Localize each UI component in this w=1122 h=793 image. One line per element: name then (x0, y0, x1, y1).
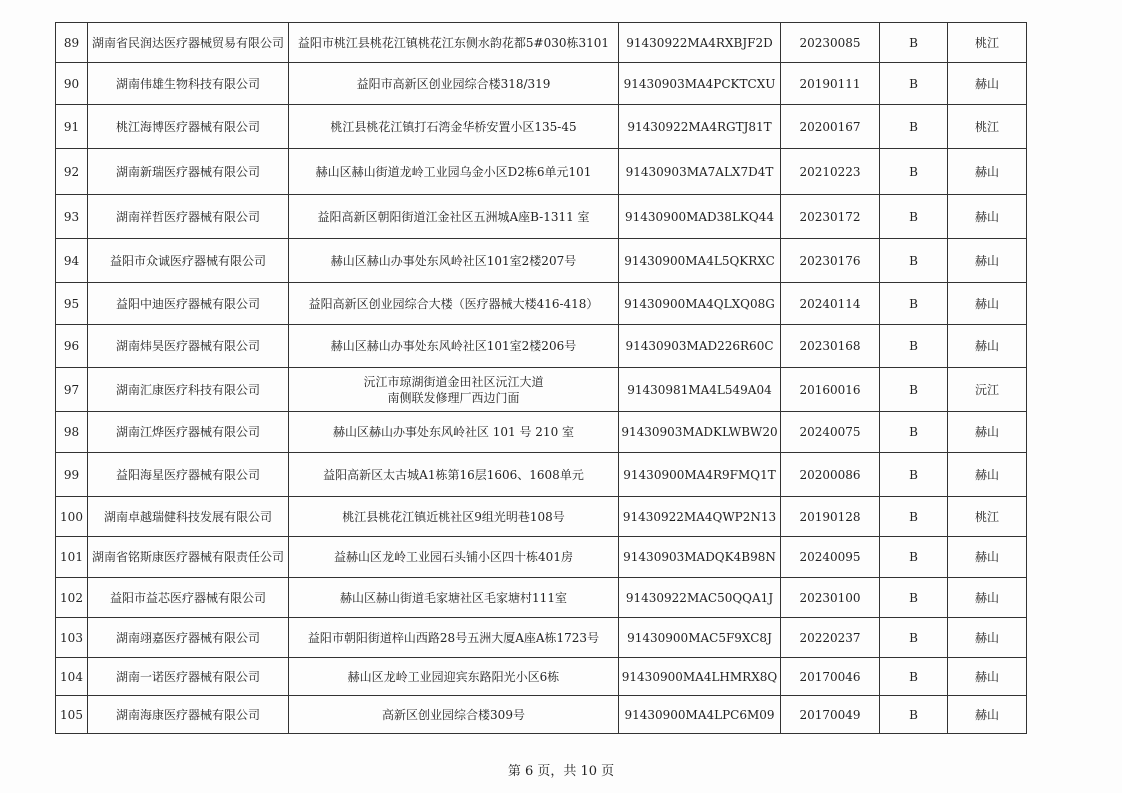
company-address-cell: 益阳市桃江县桃花江镇桃花江东侧水韵花都5#030栋3101 (289, 23, 619, 63)
license-number-cell: 20240095 (781, 537, 880, 578)
company-name-cell: 益阳海星医疗器械有限公司 (88, 453, 289, 497)
company-address-cell: 赫山区赫山办事处东风岭社区101室2楼207号 (289, 239, 619, 283)
row-number-cell: 103 (56, 618, 88, 658)
credit-code-cell: 91430903MA7ALX7D4T (619, 149, 781, 195)
company-address-cell: 益赫山区龙岭工业园石头铺小区四十栋401房 (289, 537, 619, 578)
credit-code-cell: 91430900MA4R9FMQ1T (619, 453, 781, 497)
table-row (56, 195, 1027, 239)
table-row (56, 497, 1027, 537)
company-name-cell: 益阳市益芯医疗器械有限公司 (88, 578, 289, 618)
license-number-cell: 20200167 (781, 105, 880, 149)
company-address-cell: 桃江县桃花江镇打石湾金华桥安置小区135-45 (289, 105, 619, 149)
row-number-cell: 90 (56, 63, 88, 105)
company-address-cell: 益阳市高新区创业园综合楼318/319 (289, 63, 619, 105)
table-row (56, 239, 1027, 283)
company-address-cell: 益阳市朝阳街道梓山西路28号五洲大厦A座A栋1723号 (289, 618, 619, 658)
table-row (56, 658, 1027, 696)
row-number-cell: 89 (56, 23, 88, 63)
region-cell: 赫山 (948, 195, 1027, 239)
company-address-cell: 高新区创业园综合楼309号 (289, 696, 619, 734)
region-cell: 桃江 (948, 23, 1027, 63)
grade-cell: B (880, 578, 948, 618)
grade-cell: B (880, 325, 948, 368)
license-number-cell: 20210223 (781, 149, 880, 195)
company-address-cell: 赫山区赫山办事处东风岭社区 101 号 210 室 (289, 412, 619, 453)
credit-code-cell: 91430903MA4PCKTCXU (619, 63, 781, 105)
company-name-cell: 湖南翊嘉医疗器械有限公司 (88, 618, 289, 658)
credit-code-cell: 91430903MADKLWBW20 (619, 412, 781, 453)
company-name-cell: 益阳中迪医疗器械有限公司 (88, 283, 289, 325)
credit-code-cell: 91430903MAD226R60C (619, 325, 781, 368)
company-name-cell: 桃江海博医疗器械有限公司 (88, 105, 289, 149)
region-cell: 赫山 (948, 537, 1027, 578)
region-cell: 桃江 (948, 497, 1027, 537)
credit-code-cell: 91430900MA4LHMRX8Q (619, 658, 781, 696)
grade-cell: B (880, 195, 948, 239)
table-row (56, 696, 1027, 734)
credit-code-cell: 91430900MAD38LKQ44 (619, 195, 781, 239)
table-row (56, 23, 1027, 63)
company-name-cell: 湖南一诺医疗器械有限公司 (88, 658, 289, 696)
license-number-cell: 20190111 (781, 63, 880, 105)
credit-code-cell: 91430900MA4L5QKRXC (619, 239, 781, 283)
row-number-cell: 92 (56, 149, 88, 195)
grade-cell: B (880, 696, 948, 734)
company-name-cell: 湖南伟雄生物科技有限公司 (88, 63, 289, 105)
license-number-cell: 20230168 (781, 325, 880, 368)
grade-cell: B (880, 105, 948, 149)
row-number-cell: 104 (56, 658, 88, 696)
row-number-cell: 99 (56, 453, 88, 497)
row-number-cell: 105 (56, 696, 88, 734)
company-name-cell: 湖南海康医疗器械有限公司 (88, 696, 289, 734)
region-cell: 赫山 (948, 453, 1027, 497)
grade-cell: B (880, 149, 948, 195)
row-number-cell: 95 (56, 283, 88, 325)
company-name-cell: 湖南卓越瑞健科技发展有限公司 (88, 497, 289, 537)
company-name-cell: 湖南新瑞医疗器械有限公司 (88, 149, 289, 195)
company-address-cell: 赫山区赫山街道龙岭工业园乌金小区D2栋6单元101 (289, 149, 619, 195)
license-number-cell: 20220237 (781, 618, 880, 658)
company-name-cell: 湖南省铭斯康医疗器械有限责任公司 (88, 537, 289, 578)
company-address-cell: 赫山区赫山街道毛家塘社区毛家塘村111室 (289, 578, 619, 618)
license-number-cell: 20170049 (781, 696, 880, 734)
table-row (56, 368, 1027, 412)
grade-cell: B (880, 368, 948, 412)
row-number-cell: 94 (56, 239, 88, 283)
credit-code-cell: 91430900MA4QLXQ08G (619, 283, 781, 325)
row-number-cell: 93 (56, 195, 88, 239)
license-number-cell: 20230100 (781, 578, 880, 618)
table-row (56, 578, 1027, 618)
credit-code-cell: 91430903MADQK4B98N (619, 537, 781, 578)
grade-cell: B (880, 239, 948, 283)
license-number-cell: 20230172 (781, 195, 880, 239)
table-row (56, 412, 1027, 453)
company-address-cell: 赫山区龙岭工业园迎宾东路阳光小区6栋 (289, 658, 619, 696)
enterprise-table (55, 22, 1027, 734)
row-number-cell: 101 (56, 537, 88, 578)
table-row (56, 325, 1027, 368)
region-cell: 赫山 (948, 325, 1027, 368)
company-address-cell: 益阳高新区朝阳街道江金社区五洲城A座B-1311 室 (289, 195, 619, 239)
grade-cell: B (880, 453, 948, 497)
grade-cell: B (880, 537, 948, 578)
credit-code-cell: 91430922MA4QWP2N13 (619, 497, 781, 537)
company-address-cell: 赫山区赫山办事处东风岭社区101室2楼206号 (289, 325, 619, 368)
region-cell: 赫山 (948, 658, 1027, 696)
row-number-cell: 91 (56, 105, 88, 149)
license-number-cell: 20240075 (781, 412, 880, 453)
row-number-cell: 96 (56, 325, 88, 368)
credit-code-cell: 91430900MAC5F9XC8J (619, 618, 781, 658)
region-cell: 赫山 (948, 696, 1027, 734)
grade-cell: B (880, 63, 948, 105)
table-row (56, 105, 1027, 149)
credit-code-cell: 91430922MA4RXBJF2D (619, 23, 781, 63)
license-number-cell: 20160016 (781, 368, 880, 412)
region-cell: 沅江 (948, 368, 1027, 412)
grade-cell: B (880, 497, 948, 537)
table-row (56, 618, 1027, 658)
credit-code-cell: 91430922MAC50QQA1J (619, 578, 781, 618)
table-row (56, 537, 1027, 578)
company-name-cell: 湖南省民润达医疗器械贸易有限公司 (88, 23, 289, 63)
company-name-cell: 益阳市众诚医疗器械有限公司 (88, 239, 289, 283)
grade-cell: B (880, 23, 948, 63)
row-number-cell: 100 (56, 497, 88, 537)
credit-code-cell: 91430922MA4RGTJ81T (619, 105, 781, 149)
region-cell: 桃江 (948, 105, 1027, 149)
row-number-cell: 102 (56, 578, 88, 618)
grade-cell: B (880, 283, 948, 325)
region-cell: 赫山 (948, 412, 1027, 453)
table-row (56, 149, 1027, 195)
company-name-cell: 湖南炜昊医疗器械有限公司 (88, 325, 289, 368)
license-number-cell: 20190128 (781, 497, 880, 537)
credit-code-cell: 91430981MA4L549A04 (619, 368, 781, 412)
company-name-cell: 湖南祥哲医疗器械有限公司 (88, 195, 289, 239)
region-cell: 赫山 (948, 283, 1027, 325)
license-number-cell: 20230176 (781, 239, 880, 283)
table-row (56, 283, 1027, 325)
license-number-cell: 20200086 (781, 453, 880, 497)
grade-cell: B (880, 658, 948, 696)
table-row (56, 453, 1027, 497)
region-cell: 赫山 (948, 618, 1027, 658)
license-number-cell: 20230085 (781, 23, 880, 63)
region-cell: 赫山 (948, 578, 1027, 618)
region-cell: 赫山 (948, 149, 1027, 195)
company-address-cell: 沅江市琼湖街道金田社区沅江大道 南侧联发修理厂西边门面 (289, 368, 619, 412)
row-number-cell: 98 (56, 412, 88, 453)
grade-cell: B (880, 412, 948, 453)
row-number-cell: 97 (56, 368, 88, 412)
page-number: 第 6 页，共 10 页 (507, 764, 615, 779)
license-number-cell: 20170046 (781, 658, 880, 696)
company-address-cell: 益阳高新区创业园综合大楼（医疗器械大楼416-418） (289, 283, 619, 325)
company-address-cell: 益阳高新区太古城A1栋第16层1606、1608单元 (289, 453, 619, 497)
grade-cell: B (880, 618, 948, 658)
company-address-cell: 桃江县桃花江镇近桃社区9组光明巷108号 (289, 497, 619, 537)
region-cell: 赫山 (948, 63, 1027, 105)
credit-code-cell: 91430900MA4LPC6M09 (619, 696, 781, 734)
license-number-cell: 20240114 (781, 283, 880, 325)
company-name-cell: 湖南江烨医疗器械有限公司 (88, 412, 289, 453)
company-name-cell: 湖南汇康医疗科技有限公司 (88, 368, 289, 412)
table-row (56, 63, 1027, 105)
region-cell: 赫山 (948, 239, 1027, 283)
